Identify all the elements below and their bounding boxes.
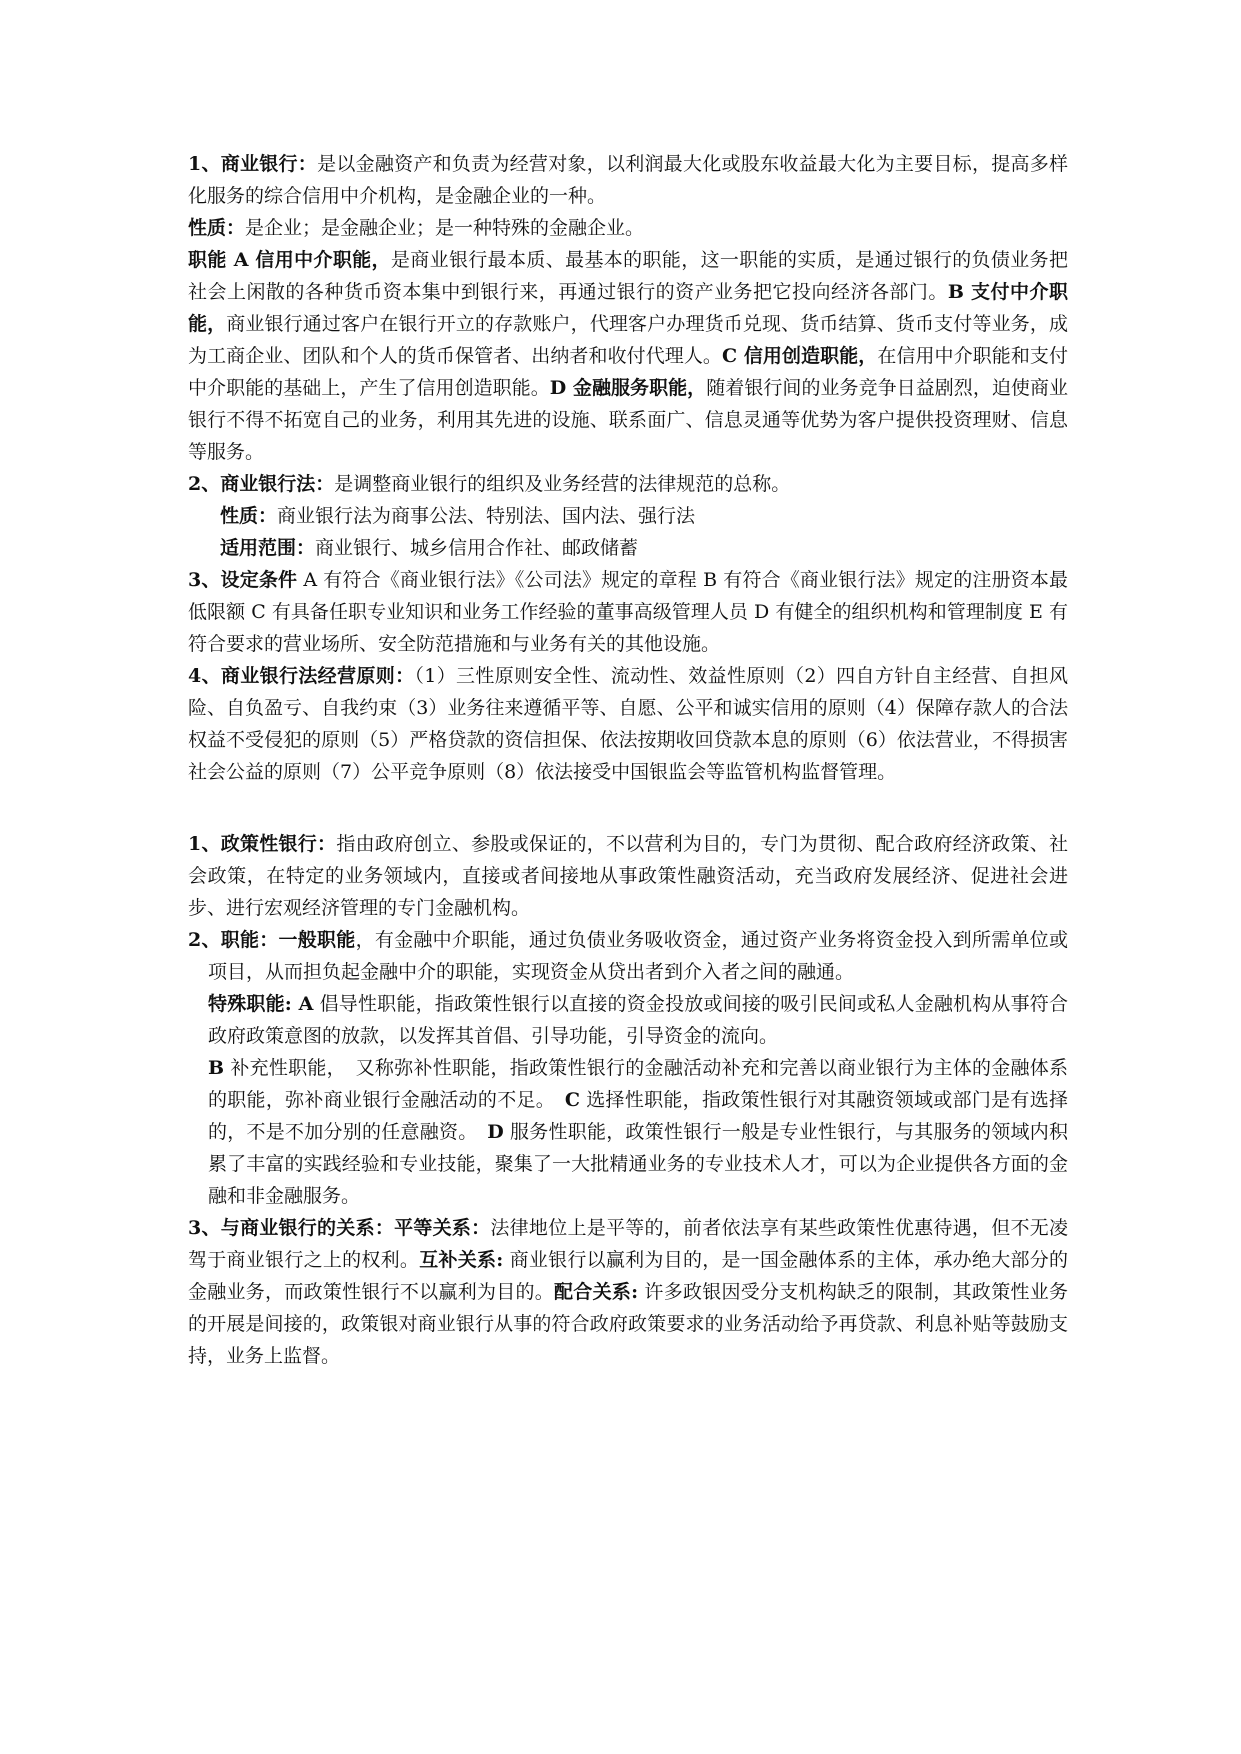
complementary-text: 商业银行以赢利为目的，是一国金融体系的主体，承办绝大部分的金融业务，而政策性银行不以赢利为目的。 <box>188 1249 1068 1303</box>
document-page <box>188 148 1068 1372</box>
function-a-heading: A 信用中介职能， <box>226 249 391 271</box>
function-a-text: 是商业银行最本质、最基本的职能，这一职能的实质，是通过银行的负债业务把社会上闲散的各种货币资本集中到银行来，再通过银行的资产业务把它投向经济各部门。 <box>188 249 1068 303</box>
heading: 3、设定条件 <box>188 569 298 591</box>
body-text: 是以金融资产和负责为经营对象，以利润最大化或股东收益最大化为主要目标，提高多样化服务的综合信用中介机构，是金融企业的一种。 <box>188 153 1068 207</box>
body-text: 是企业；是金融企业；是一种特殊的金融企业。 <box>245 217 645 239</box>
body-text: 法律地位上是平等的，前者依法享有某些政策性优惠待遇，但不无凌驾于商业银行之上的权利。 <box>188 1217 1068 1271</box>
paragraph-commercial-bank-definition <box>188 148 1068 212</box>
heading: 2、商业银行法： <box>188 473 335 495</box>
function-b-text: 补充性职能， 又称弥补性职能，指政策性银行的金融活动补充和完善以商业银行为主体的金融体系的职能，弥补商业银行金融活动的不足。 <box>208 1057 1068 1111</box>
function-c-heading: C 信用创造职能， <box>722 345 878 367</box>
body-text: 商业银行、城乡信用合作社、邮政储蓄 <box>315 537 639 559</box>
body-text: 倡导性职能，指政策性银行以直接的资金投放或间接的吸引民间或私人金融机构从事符合政府政策意图的放款，以发挥其首倡、引导功能，引导资金的流向。 <box>208 993 1069 1047</box>
paragraph-functions <box>188 244 1068 468</box>
heading: 1、商业银行： <box>188 153 318 175</box>
function-b-heading: B <box>208 1057 225 1079</box>
function-b-text: 商业银行通过客户在银行开立的存款账户，代理客户办理货币兑现、货币结算、货币支付等业务，成为工商企业、团队和个人的货币保管者、出纳者和收付代理人。 <box>188 313 1068 367</box>
body-text: 是调整商业银行的组织及业务经营的法律规范的总称。 <box>334 473 791 495</box>
complementary-heading: 互补关系: <box>419 1249 504 1271</box>
function-c-text: 选择性职能，指政策性银行对其融资领域或部门是有选择的，不是不加分别的任意融资。 <box>208 1089 1068 1143</box>
cooperation-heading: 配合关系: <box>554 1281 639 1303</box>
paragraph-scope <box>188 532 1068 564</box>
cooperation-text: 许多政银因受分支机构缺乏的限制，其政策性业务的开展是间接的，政策银对商业银行从事的符合政府政策要求的业务活动给予再贷款、利息补贴等鼓励支持，业务上监督。 <box>188 1281 1068 1367</box>
heading: 2、职能：一般职能 <box>188 929 356 951</box>
body-text: A 有符合《商业银行法》《公司法》规定的章程 B 有符合《商业银行法》规定的注册资本最低限额 C 有具备任职专业知识和业务工作经验的董事高级管理人员 D 有健全的组织机构和管理制度 E 有符合要求的营业场所、安全防范措施和与业务有关的其他设施。 <box>188 569 1068 655</box>
paragraph-relationship <box>188 1212 1068 1372</box>
body-text: 指由政府创立、参股或保证的，不以营利为目的，专门为贯彻、配合政府经济政策、社会政策，在特定的业务领域内，直接或者间接地从事政策性融资活动，充当政府发展经济、促进社会进步、进行宏观经济管理的专门金融机构。 <box>188 833 1068 919</box>
paragraph-commercial-bank-law <box>188 468 1068 500</box>
heading: 职能 <box>188 249 227 271</box>
heading: 适用范围： <box>220 537 316 559</box>
paragraph-nature <box>188 212 1068 244</box>
paragraph-special-functions-bcd <box>188 1052 1068 1212</box>
heading: 特殊职能: A <box>208 993 314 1015</box>
function-b-heading: B 支付中介职能， <box>188 281 1068 335</box>
body-text: 商业银行法为商事公法、特别法、国内法、强行法 <box>277 505 696 527</box>
heading: 4、商业银行法经营原则： <box>188 665 415 687</box>
paragraph-law-nature <box>188 500 1068 532</box>
function-c-text: 在信用中介职能和支付中介职能的基础上，产生了信用创造职能。 <box>188 345 1068 399</box>
heading: 性质： <box>220 505 278 527</box>
body-text: ，有金融中介职能，通过负债业务吸收资金，通过资产业务将资金投入到所需单位或项目，从而担负起金融中介的职能，实现资金从贷出者到介入者之间的融通。 <box>208 929 1068 983</box>
paragraph-special-functions <box>188 988 1068 1052</box>
function-c-heading: C <box>564 1089 580 1111</box>
paragraph-policy-bank-general-functions <box>188 924 1068 988</box>
paragraph-operating-principles <box>188 660 1068 788</box>
function-d-heading: D <box>487 1121 504 1143</box>
function-d-heading: D 金融服务职能， <box>549 377 707 399</box>
section-spacer <box>188 788 1068 828</box>
function-d-text: 服务性职能，政策性银行一般是专业性银行，与其服务的领域内积累了丰富的实践经验和专业技能，聚集了一大批精通业务的专业技术人才，可以为企业提供各方面的金融和非金融服务。 <box>208 1121 1068 1207</box>
heading: 性质： <box>188 217 246 239</box>
body-text: （1）三性原则安全性、流动性、效益性原则（2）四自方针自主经营、自担风险、自负盈亏、自我约束（3）业务往来遵循平等、自愿、公平和诚实信用的原则（4）保障存款人的合法权益不受侵犯的原则（5）严格贷款的资信担保、依法按期收回贷款本息的原则（6）依法营业，不得损害社会公益的原则（7）公平竞争原则（8）依法接受中国银监会等监管机构监督管理。 <box>188 665 1068 783</box>
heading: 1、政策性银行： <box>188 833 337 855</box>
paragraph-policy-bank-definition <box>188 828 1068 924</box>
function-d-text: 随着银行间的业务竞争日益剧烈，迫使商业银行不得不拓宽自己的业务，利用其先进的设施、联系面广、信息灵通等优势为客户提供投资理财、信息等服务。 <box>188 377 1068 463</box>
heading: 3、与商业银行的关系：平等关系： <box>188 1217 491 1239</box>
paragraph-establishment-conditions <box>188 564 1068 660</box>
